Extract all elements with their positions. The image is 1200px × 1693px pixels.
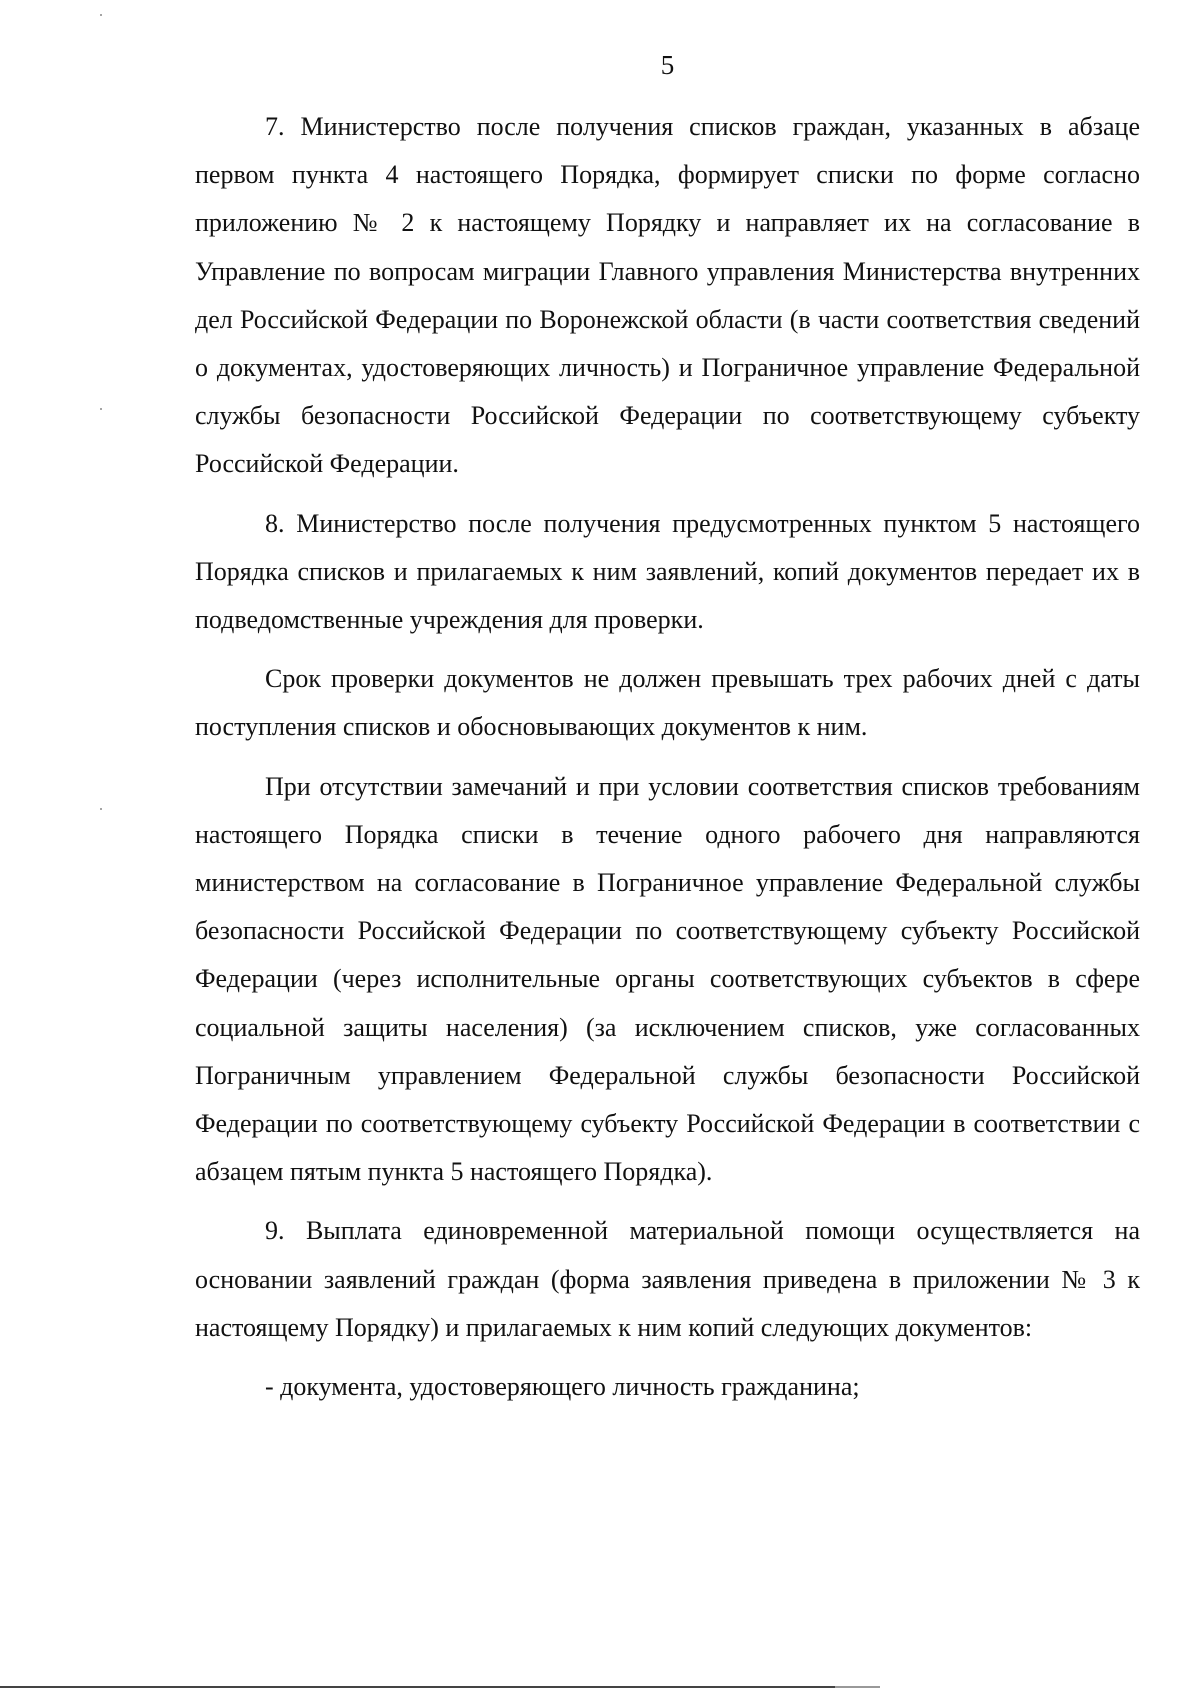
scan-edge-line xyxy=(0,1686,835,1688)
list-item-identity-document: - документа, удостоверяющего личность гражданина; xyxy=(265,1372,860,1402)
scan-speck xyxy=(100,808,102,810)
document-body xyxy=(195,103,1140,1411)
paragraph-8-approval: При отсутствии замечаний и при условии соответствия списков требованиям настоящего Порядка списки в течение одного рабочего дня направляются министерством на согласование в Пограничное управление Федеральной службы безопасности Российской Федерации по соответствующему субъекту Российской Федерации (через исполнительные органы соответствующих субъектов в сфере социальной защиты населения) (за исключением списков, уже согласованных Пограничным управлением Федеральной службы безопасности Российской Федерации по соответствующему субъекту Российской Федерации в соответствии с абзацем пятым пункта 5 настоящего Порядка). xyxy=(195,771,1140,1187)
paragraph-9: 9. Выплата единовременной материальной помощи осуществляется на основании заявлений граждан (форма заявления приведена в приложении № 3 к настоящему Порядку) и прилагаемых к ним копий следующих документов: xyxy=(195,1216,1140,1342)
paragraph-8: 8. Министерство после получения предусмотренных пунктом 5 настоящего Порядка списков и прилагаемых к ним заявлений, копий документов передает их в подведомственные учреждения для проверки. xyxy=(195,508,1140,635)
scan-speck xyxy=(100,408,102,410)
scan-edge-line-faint xyxy=(835,1686,880,1688)
scan-speck xyxy=(100,14,102,16)
paragraph-7: 7. Министерство после получения списков граждан, указанных в абзаце первом пункта 4 настоящего Порядка, формирует списки по форме согласно приложению № 2 к настоящему Порядку и направляет их на согласование в Управление по вопросам миграции Главного управления Министерства внутренних дел Российской Федерации по Воронежской области (в части соответствия сведений о документах, удостоверяющих личность) и Пограничное управление Федеральной службы безопасности Российской Федерации по соответствующему субъекту Российской Федерации. xyxy=(195,112,1140,479)
paragraph-8-check-term: Срок проверки документов не должен превышать трех рабочих дней с даты поступления списков и обосновывающих документов к ним. xyxy=(195,664,1140,742)
page-number: 5 xyxy=(660,50,675,80)
